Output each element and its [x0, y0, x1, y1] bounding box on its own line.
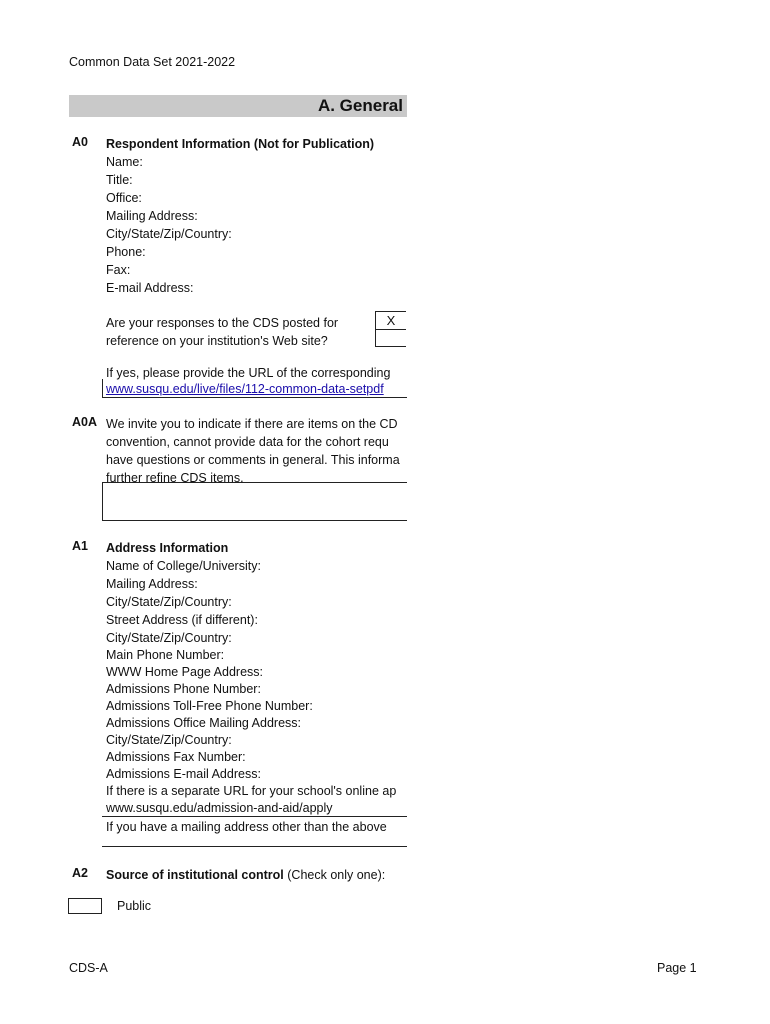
item-code-a0a: A0A: [72, 415, 98, 429]
field-label-admissions-mailing-address: Admissions Office Mailing Address:: [106, 716, 301, 730]
field-label-city-state-zip: City/State/Zip/Country:: [106, 733, 232, 747]
a1-address-block: [106, 539, 407, 800]
a2-heading-note: (Check only one):: [283, 868, 386, 882]
a0-respondent-block: [106, 135, 407, 297]
field-label-phone: Phone:: [106, 245, 146, 259]
item-code-a0: A0: [72, 135, 88, 149]
field-label-office: Office:: [106, 191, 142, 205]
a0a-text-line-3: have questions or comments in general. This informa: [106, 453, 400, 467]
footer-section-code: CDS-A: [69, 961, 108, 975]
public-option-label: Public: [117, 899, 152, 913]
field-label-admissions-phone: Admissions Phone Number:: [106, 682, 261, 696]
cds-url-link[interactable]: www.susqu.edu/live/files/112-common-data-setpdf: [106, 382, 384, 396]
item-code-a2: A2: [72, 866, 88, 880]
field-label-online-application-url: If there is a separate URL for your school's online ap: [106, 784, 397, 798]
footer-page-number: Page 1: [657, 961, 697, 975]
a0-heading: Respondent Information (Not for Publication): [106, 137, 375, 151]
field-label-city-state-zip: City/State/Zip/Country:: [106, 227, 232, 241]
field-label-admissions-toll-free: Admissions Toll-Free Phone Number:: [106, 699, 313, 713]
field-label-fax: Fax:: [106, 263, 131, 277]
field-label-mailing-address: Mailing Address:: [106, 577, 198, 591]
field-label-street-address: Street Address (if different):: [106, 613, 258, 627]
field-label-city-state-zip: City/State/Zip/Country:: [106, 631, 232, 645]
field-label-admissions-fax: Admissions Fax Number:: [106, 750, 246, 764]
other-mailing-address-field[interactable]: [102, 818, 407, 847]
posted-question: [106, 314, 407, 350]
other-mailing-address-label: If you have a mailing address other than the above: [106, 820, 387, 834]
posted-no-checkbox[interactable]: [376, 329, 406, 347]
field-label-admissions-email: Admissions E-mail Address:: [106, 767, 261, 781]
posted-answer-box: [375, 311, 406, 347]
posted-question-line-2: reference on your institution's Web site?: [106, 334, 328, 348]
posted-question-line-1: Are your responses to the CDS posted for: [106, 316, 339, 330]
field-label-college-name: Name of College/University:: [106, 559, 261, 573]
a0a-text-line-4: further refine CDS items.: [106, 471, 244, 485]
posted-yes-checkbox[interactable]: X: [386, 313, 396, 328]
a0a-comment-field[interactable]: [102, 482, 407, 521]
section-title: A. General: [317, 96, 403, 115]
apply-url-field[interactable]: [102, 798, 407, 817]
field-label-city-state-zip: City/State/Zip/Country:: [106, 595, 232, 609]
a2-heading-row: [106, 866, 407, 884]
section-title-bar: [69, 95, 407, 117]
document-header-title: Common Data Set 2021-2022: [69, 55, 236, 69]
apply-url-value: www.susqu.edu/admission-and-aid/apply: [106, 801, 333, 815]
field-label-name: Name:: [106, 155, 143, 169]
a2-heading: Source of institutional control: [106, 868, 284, 882]
field-label-www-home-page: WWW Home Page Address:: [106, 665, 263, 679]
field-label-email: E-mail Address:: [106, 281, 194, 295]
a0a-text-block: [106, 415, 407, 487]
field-label-title: Title:: [106, 173, 133, 187]
a0a-text-line-2: convention, cannot provide data for the cohort requ: [106, 435, 389, 449]
field-label-mailing-address: Mailing Address:: [106, 209, 198, 223]
field-label-main-phone: Main Phone Number:: [106, 648, 225, 662]
a1-heading: Address Information: [106, 541, 229, 555]
a0a-text-line-1: We invite you to indicate if there are items on the CD: [106, 417, 398, 431]
public-checkbox[interactable]: [68, 898, 102, 914]
url-prompt-text: If yes, please provide the URL of the corresponding: [106, 366, 391, 380]
item-code-a1: A1: [72, 539, 88, 553]
